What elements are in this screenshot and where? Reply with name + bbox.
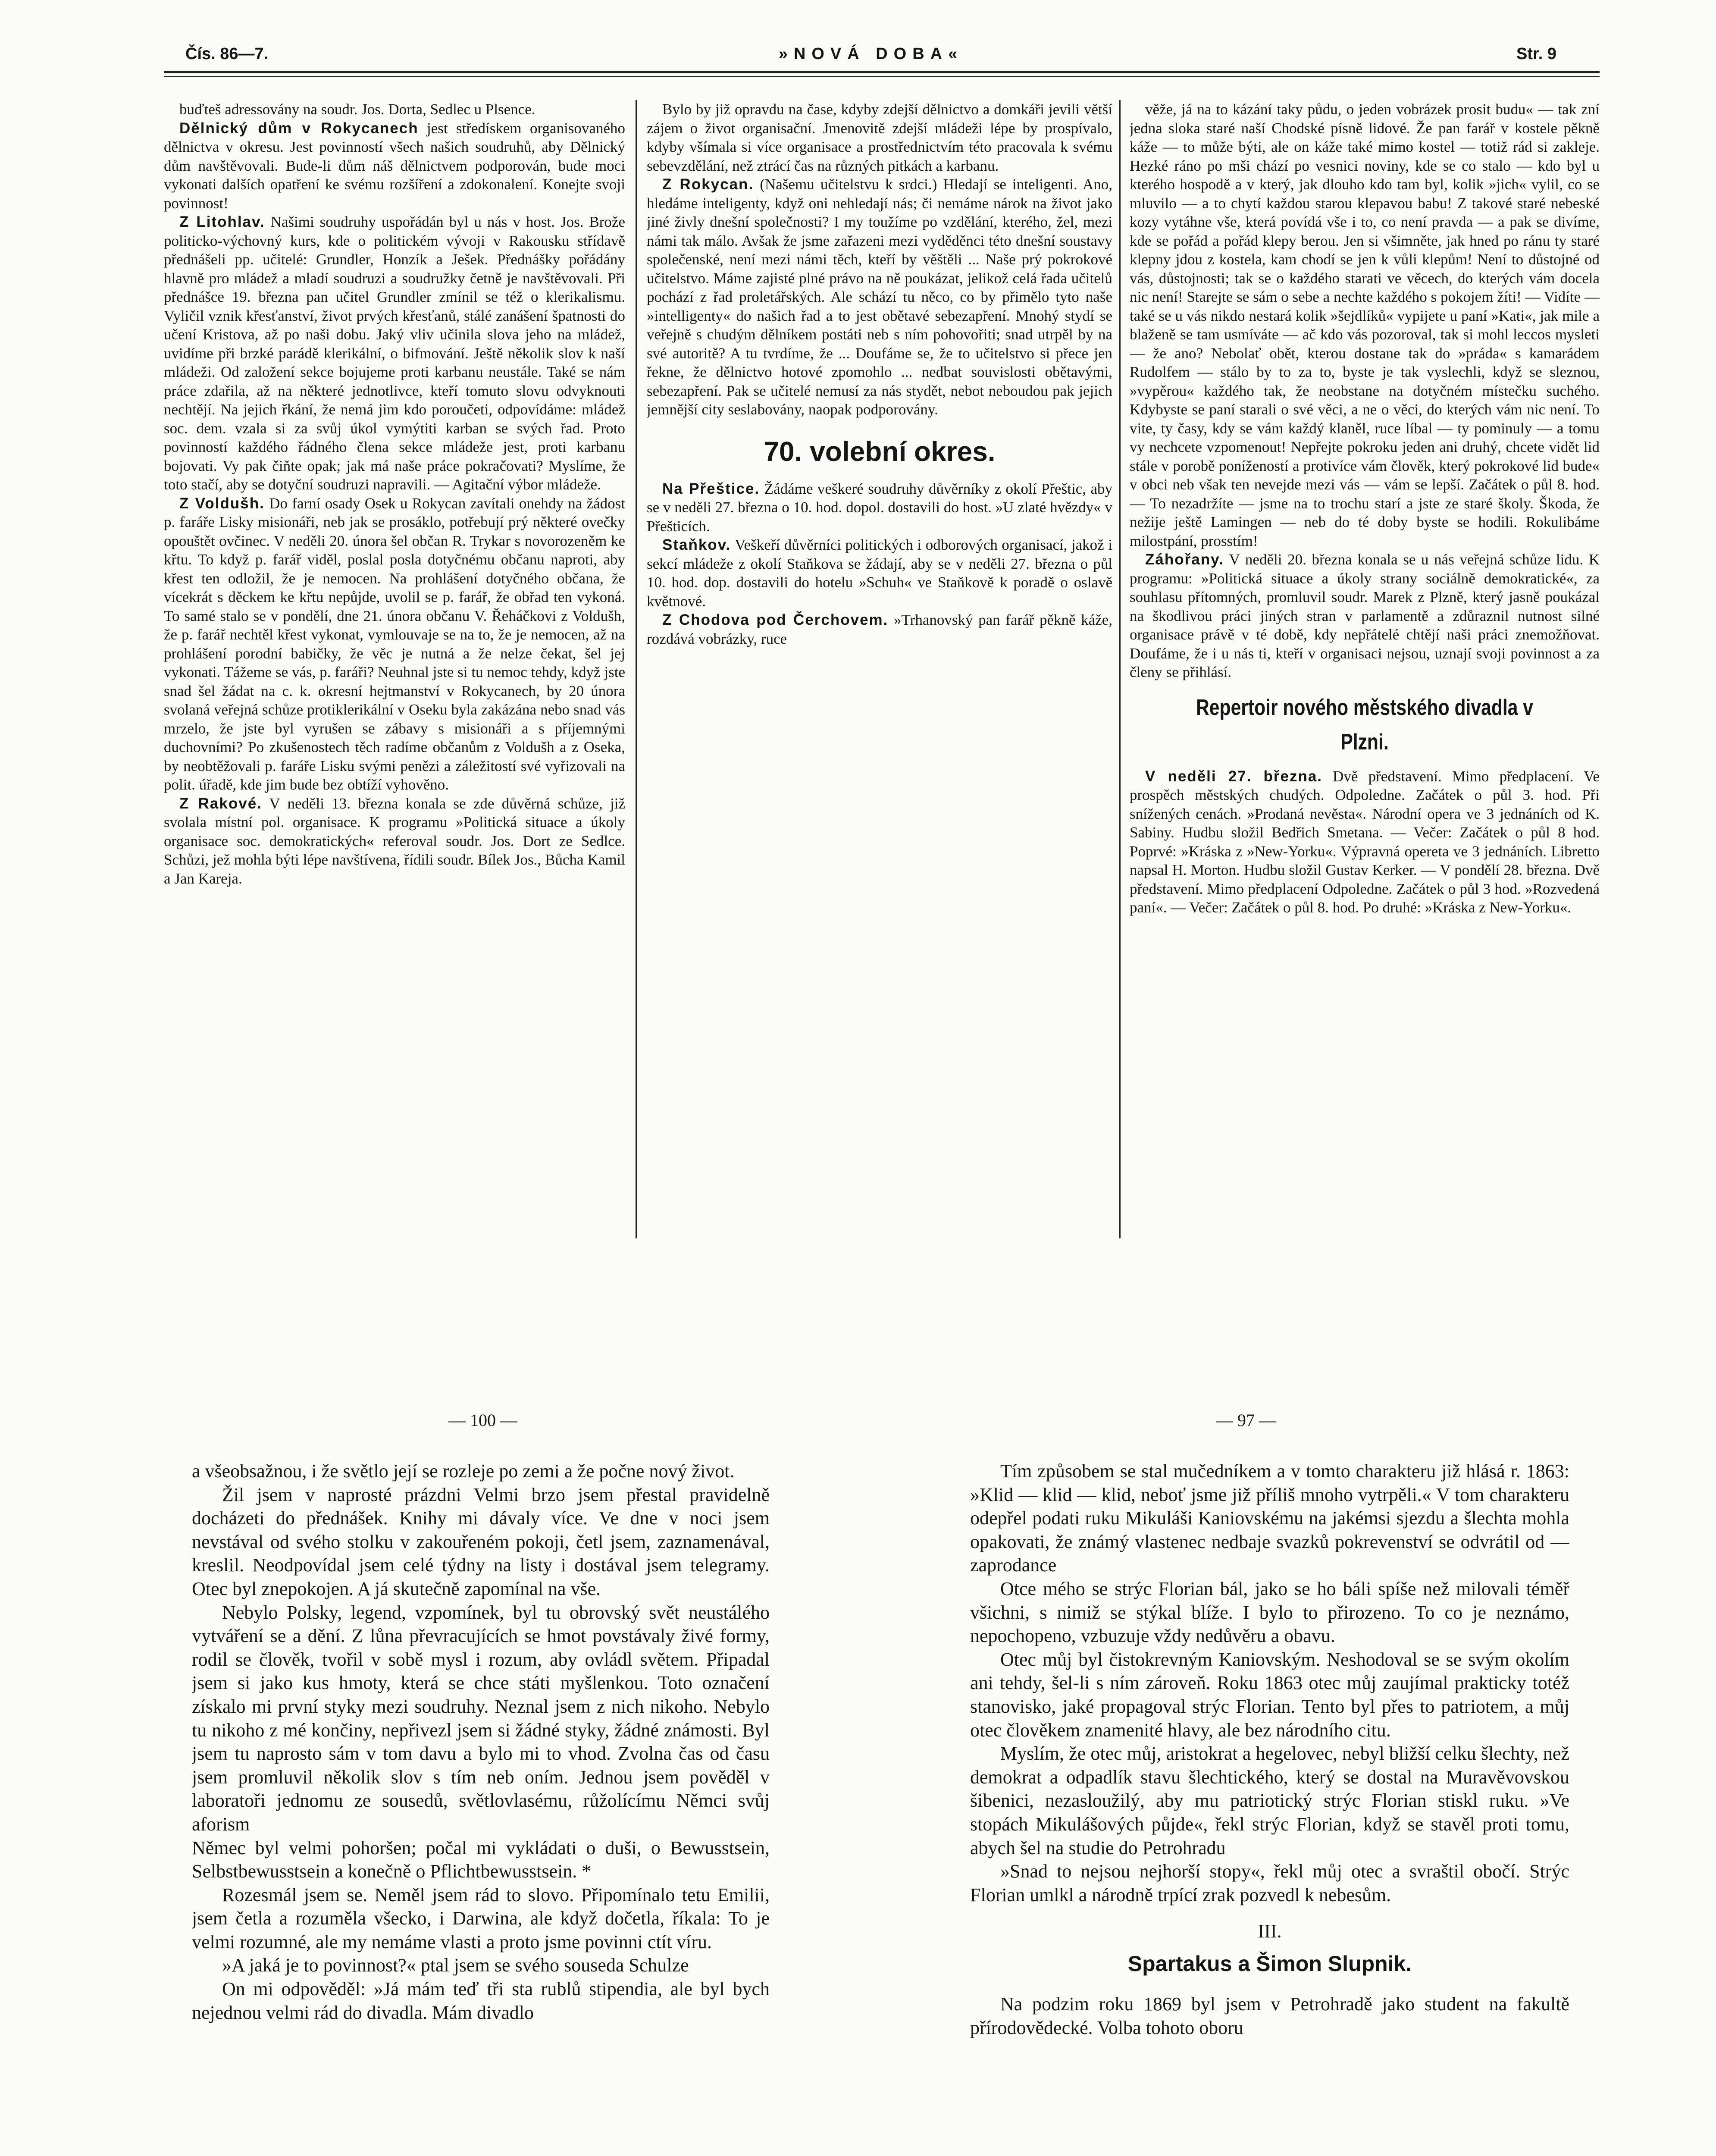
newspaper-title: »NOVÁ DOBA« [778,45,964,63]
news-text: Do farní osady Osek u Rokycan zavítali onehdy na žádost p. faráře Lisky misionáři, neb jak se prosáklo, potřebují prý některé ovečky opouštět ovčinec. V neděli 20. února šel občan R. Trykar s novorozeněm ke křtu. To když p. farář viděl, poslal posla dotyčnému občanu naproti, aby křest ten odložil, že je nemocen. Na prohlášení dotyčného občana, že vícekrát s děckem ke křtu nepůjde, uvolil se p. farář, že obřad ten vykoná. To samé stalo se v pondělí, dne 21. února občanu V. Řeháčkovi z Voldušh, že p. farář nechtěl křest vykonat, vymlouvaje se na to, že je nemocen, až na prohlášení porodní babičky, že věc je nutná a že nelze čekat, šel jej vykonati. Tážeme se vás, p. faráři? Neuhnal jste si tu nemoc tehdy, když jste snad šel žádat na c. k. okresní hejtmanství v Rokycanech, by 20 února svolaná veřejná schůze protiklerikální v Oseku byla zakázána nebo snad vás mrzelo, že jste byl vyrušen se zábavy s misionáři a s příjemnými duchovními? Po zkušenostech těch radíme občanům z Voldušh a z Oseka, by neobtěžovali p. faráře Lisku svými penězi a záležitostí své vyřizovali na polit. úřadě, kde jim bude bez obtíží vyhověno. [164,495,625,793]
chapter-title: Spartakus a Šimon Slupnik. [1127,1951,1412,1976]
news-paragraph [647,611,1112,648]
news-text: Dvě představení. Mimo předplacení. Ve prospěch městských chudých. Odpoledne. Začátek o půl 3. hod. Při snížených cenách. »Prodaná nevěsta«. Národní opera ve 3 jednáních od K. Sabiny. Hudbu složil Bedřich Smetana. — Večer: Začátek o půl 8 hod. Poprvé: »Kráska z »New-Yorku«. Výpravná opereta ve 3 jednáních. Libretto napsal H. Morton. Hudbu složil Gustav Kerker. — V pondělí 28. března. Dvě představení. Mimo předplacení Odpoledne. Začátek o půl 3 hod. »Rozvedená paní«. — Večer: Začátek o půl 8. hod. Po druhé: »Kráska z New-Yorku«. [1130,768,1600,916]
book-paragraph: Nebylo Polsky, legend, vzpomínek, byl tu obrovský svět neustálého vytváření se a dění. Z lůna převracujících se hmot povstávaly živé formy, rodil se člověk, tvořil v sobě mysl i rozum, aby ovládl světem. Připadal jsem si jako kus hmoty, která se chce státi myšlenkou. Toto označení získalo mi první styky mezi soudruhy. Neznal jsem z nich nikoho. Nebylo tu nikoho z mé končiny, nepřivezl jsem si žádné styky, žádné známosti. Byl jsem tu naprosto sám v tom davu a bylo mi to vhod. Zvolna čas od času jsem promluvil několik slov s tím neb oním. Jednou jsem pověděl v laboratoři jednomu ze sousedů, světlovlasému, růžolícímu Němci svůj aforism [192,1601,770,1835]
news-text: věže, já na to kázání taky půdu, o jeden vobrázek prosit budu« — tak zní jedna sloka staré naší Chodské písně lidové. Že pan farář v kostele pěkně káže — to může býti, ale on káže také mimo kostel — totiž rád si zakleje. Hezké ráno po mši chází po vesnici noviny, kde se co stalo — kdo byl u kterého hospodě a v který, jak dlouho kdo tam byl, kolik »jich« vylil, co se mluvilo — a to chytí každou starou klepavou babu! Z takové staré nebeské kozy vytáhne vše, která povídá vše i to, co není pravda — a pak se divíme, kde se pořád a pořád klepy berou. Jen si všimněte, jak hned po ránu ty staré klepny jdou z kostela, kam chodí se jen k vůli klepům! Není to důstojné od vás, důstojnosti; tak se o každého starati ve věcech, do kterých vám docela nic není! Starejte se sám o sebe a nechte každého s pokojem žíti! — Vidíte — také se u vás nikdo nestará kolik »šejdlíků« vypijete u paní »Kati«, jak mile a blaženě se tam usmíváte — ač kdo vás pozoroval, tak si mohl leccos mysleti — že ano? Nebolať obět, kterou dostane tak do »práda« s kamarádem Rudolfem — stálo by to za to, byste je tak vyslechli, když se sleznou, »vypěrou« každého tak, že neobstane na dotyčném místečku suchého. Kdybyste se paní starali o své věci, a ne o věci, do kterých vám nic není. To vite, ty časy, kdy se vám každý klaněl, ruce líbal — ty pominuly — a tomu vy nechcete vzpomenout! Nepřejte pokroku jeden ani druhý, chcete vidět lid stále v porobě ponížeností a protivíce vám člověk, který pokrokové lid bude« v obci neb však ten nevejde mezi vás — vám se lepší. Začátek o půl 8. hod. — To nezadržíte — jsme na to trochu starí a jste ze staré školy. Škoda, že nežije ještě Lamingen — neb do té doby byste se hodili. Rokulibáme milostpání, prosstím! [1130,101,1600,549]
book-paragraph: »Snad to nejsou nejhorší stopy«, řekl můj otec a svraštil obočí. Strýc Florian umlkl a národně trpící zrak pozvedl k nebesům. [970,1861,1569,1905]
news-paragraph [1130,550,1600,682]
news-paragraph [647,479,1112,536]
news-text: »Trhanovský pan farář pěkně káže, rozdává vobrázky, ruce [647,611,1112,647]
book-right-paragraphs-continued [970,1993,1569,2040]
book-right-page-number: — 97 — [1216,1410,1276,1430]
news-rubric: Z Rokycan. [662,176,754,193]
newspaper-column-2 [647,100,1112,1238]
book-paragraph: On mi odpověděl: »Já mám teď tři sta rublů stipendia, ale byl bych nejednou velmi rád do divadla. Mám divadlo [192,1978,770,2023]
news-rubric: Na Přeštice. [662,480,760,497]
header-rule-thin [164,76,1600,77]
news-rubric: Z Rakové. [179,795,262,812]
news-rubric: Z Litohlav. [179,213,265,230]
issue-number: Čís. 86—7. [185,45,269,63]
repertoire-heading: Repertoir nového městského divadla v Plzni. [1196,695,1533,755]
news-paragraph [164,213,625,494]
book-left-page-text [192,1460,770,2156]
book-right-paragraphs [970,1460,1569,1907]
news-rubric: Z Voldušh. [179,495,265,512]
newspaper-page-number: Str. 9 [1516,45,1556,63]
news-text: buďteš adressovány na soudr. Jos. Dorta, Sedlec u Plsence. [179,101,535,118]
section-heading: 70. volební okres. [764,436,996,467]
book-paragraph: Na podzim roku 1869 byl jsem v Petrohradě jako student na fakultě přírodovědecké. Volba tohoto oboru [970,1993,1569,2039]
book-paragraph: a všeobsažnou, i že světlo její se rozleje po zemi a že počne nový život. [192,1460,735,1482]
news-text: Bylo by již opravdu na čase, kdyby zdejší dělnictvo a domkáři jevili větší zájem o život organisační. Jmenovitě zdejší mládeži lépe by prospívalo, kdyby všímala si více organisace a prostřednictvím této pracovala k svému sebevzdělání, než ztrácí čas na různých pitkách a karbanu. [647,101,1112,174]
book-paragraph: Rozesmál jsem se. Neměl jsem rád to slovo. Připomínalo tetu Emilii, jsem četla a rozuměla všecko, i Darwina, ale když dočetla, říkala: To je velmi rozumné, ale my nemáme vlasti a proto jsme povinni ctít víru. [192,1884,770,1952]
news-paragraph [1130,100,1600,550]
book-paragraph: Němec byl velmi pohoršen; počal mi vykládati o duši, o Bewusstsein, Selbstbewusstsein a konečně o Pflichtbewusstsein. * [192,1837,770,1882]
news-paragraph [164,794,625,888]
newspaper-column-3 [1130,100,1600,1238]
news-text: Našimi soudruhy uspořádán byl u nás v host. Jos. Brože politicko-výchovný kurs, kde o politickém vývoji v Rakousku střídavě přednášeli pp. učitelé: Grundler, Honzík a Ješek. Přednášky pořádány hlavně pro mládež a mladí soudruzi a soudružky četně je navštěvovali. Při přednášce 19. března pan učitel Grundler zmínil se též o klerikalismu. Vyličil vznik křesťanství, život prvých křesťanů, stálé zanášení špatnosti do učení Kristova, až po naši dobu. Jaký vliv učinila slova jeho na mládež, uvidíme při brzké parádě klerikální, o bifmování. Ještě několik slov k naší mládeži. Od založení sekce bojujeme proti karbanu neustále. Také se nám práce zdařila, až na některé jednotlivce, kteří tomuto slovu odvyknouti nechtějí. Na jejich řkání, že nemá jim kdo poroučeti, odpovídáme: mládež soc. dem. vzala si za svůj úkol vymýtiti karban se svých řad. Proto povinností každého řádného člena sekce mládeže jest, proti karbanu bojovati. Vy pak čiňte opak; jak má naše práce pokračovati? Myslíme, že toto stačí, aby se dotyční soudruzi napravili. — Agitační výbor mládeže. [164,213,625,493]
book-paragraph: Tím způsobem se stal mučedníkem a v tomto charakteru již hlásá r. 1863: »Klid — klid — klid, neboť jsme již příliš mnoho vytrpěli.« V tom charakteru odepřel podati ruku Mikuláši Kaniovskému na jakémsi sjezdu a šlechta mohla opakovati, že známý vlastenec nedbaje svazků pokrevenství se odvrátil od — zaprodance [970,1460,1569,1576]
newspaper-column-1 [164,100,625,1238]
news-paragraph [164,100,625,119]
news-paragraph [647,536,1112,611]
book-left-page-number: — 100 — [448,1410,517,1430]
news-rubric: V neděli 27. března. [1145,768,1323,785]
news-paragraph [647,175,1112,419]
book-paragraph: Otec můj byl čistokrevným Kaniovským. Neshodoval se se svým okolím ani tehdy, šel-li s ním zároveň. Roku 1863 otec můj zaujímal prakticky totéž stanovisko, jaké propagoval strýc Florian. Tento byl přes to patriotem, a můj otec člověkem znamenité hlavy, ale bez národního citu. [970,1648,1569,1741]
news-rubric: Dělnický dům v Rokycanech [179,119,419,137]
news-rubric: Z Chodova pod Čerchovem. [662,611,889,628]
book-paragraph: Otce mého se strýc Florian bál, jako se ho báli spíše než milovali téměř všichni, s nimiž se stýkal blíže. I bylo to přirozeno. To co je neznámo, nepochopeno, vzbuzuje vždy nedůvěru a obavu. [970,1578,1569,1647]
book-paragraph: »A jaká je to povinnost?« ptal jsem se svého souseda Schulze [222,1955,689,1976]
book-paragraph: Žil jsem v naprosté prázdni Velmi brzo jsem přestal pravidelně docházeti do přednášek. Knihy mi dávaly více. Ve dne v noci jsem nevstával od svého stolku v zakouřeném pokoji, četl jsem, zaznamenával, kreslil. Neodpovídal jsem celé týdny na listy i dostával jsem telegramy. Otec byl znepokojen. A já skutečně zapomínal na vše. [192,1484,770,1599]
news-text: (Našemu učitelstvu k srdci.) Hledají se inteligenti. Ano, hledáme inteligenty, když oni nehledají nás; či nemáme nárok na život jako jiné živly dnešní společnosti? I my toužíme po vzdělání, kterého, žel, mezi námi tak málo. Avšak že jsme zařazeni mezi vyděděnci této dnešní soustavy společenské, není mezi námi těch, kteří by věštěli ... Naše prý pokrokové učitelstvo. Máme zajisté plné právo na ně poukázat, jelikož celá řada učitelů pochází z řad proletářských. Ale schází tu něco, co by přimělo tyto naše »intelligenty« do našich řad a to jest obětavé sebezapření. Mnohý stydí se veřejně s chudým dělníkem postáti neb s ním pohovořiti; snad utrpěl by na své autoritě? A tu tvrdíme, že ... Doufáme se, že to učitelstvo si přece jen řekne, že dělnictvo hotové zpomohlo ... nedbat souvislosti obětavými, sebezapření. Pak se učitelé nemusí za nás stydět, nebot neboudou pak jejich jemnější city seslabovány, naopak podporovány. [647,176,1112,418]
news-text: Žádáme veškeré soudruhy důvěrníky z okolí Přeštic, aby se v neděli 27. března o 10. hod. dopol. dostavili do host. »U zlaté hvězdy« v Přešticích. [647,480,1112,535]
news-text: V neděli 20. března konala se u nás veřejná schůze lidu. K programu: »Politická situace a úkoly strany sociálně demokratické«, za souhlasu přítomných, promluvil soudr. Marek z Plzně, který jasně poukázal na škodlivou práci jiných stran v parlamentě a zdůraznil nutnost silné organisace právě v té době, kdy nepřátelé chtějí naši práci znemožňovat. Doufáme, že i u nás ti, kteří v organisaci nejsou, uznají svoji povinnost a za členy se přihlásí. [1130,551,1600,680]
book-paragraph: Myslím, že otec můj, aristokrat a hegelovec, nebyl bližší celku šlechty, než demokrat a odpadlík stavu šlechtického, který se dostal na Muravěvovskou šibenici, nezasloužilý, aby mu patriotický strýc Florian stiskl ruku. »Ve stopách Mikulášových půjde«, řekl strýc Florian, když se stavěl proti tomu, abych šel na studie do Petrohradu [970,1743,1569,1858]
column-divider [636,100,637,1238]
news-text: jest středískem organisovaného dělnictva v okresu. Jest povinností všech našich soudruhů, aby Dělnický dům navštěvovali. Bude-li dům náš dělnictvem podporován, bude moci vykonati dalších opatření ke svému rozšíření a zdokonalení. Konejte svoji povinnost! [164,119,625,212]
column-divider [1119,100,1121,1238]
news-rubric: Záhořany. [1145,551,1224,568]
news-rubric: Staňkov. [662,536,731,553]
newspaper-header [185,45,1556,66]
news-paragraph [1130,767,1600,917]
news-text: V neděli 13. března konala se zde důvěrná schůze, již svolala místní pol. organisace. K programu »Politická situace a úkoly organisace soc. demokratických« referoval soudr. Jos. Dort ze Sedlce. Schůzi, jež mohla býti lépe navštívena, řídili soudr. Bílek Jos., Bůcha Kamil a Jan Kareja. [164,795,625,887]
news-paragraph [164,494,625,794]
news-paragraph [647,100,1112,175]
news-paragraph [164,119,625,213]
chapter-number: III. [1258,1921,1282,1942]
news-text: Veškeří důvěrníci politických i odborových organisací, jakož i sekcí mládeže z okolí Staňkova se žádají, aby se v neděli 27. března o půl 10. hod. dop. dostavili do hotelu »Schuh« ve Staňkově k poradě o oslavě květnové. [647,536,1112,610]
header-rule [164,71,1600,73]
book-right-page-text [970,1460,1569,2156]
